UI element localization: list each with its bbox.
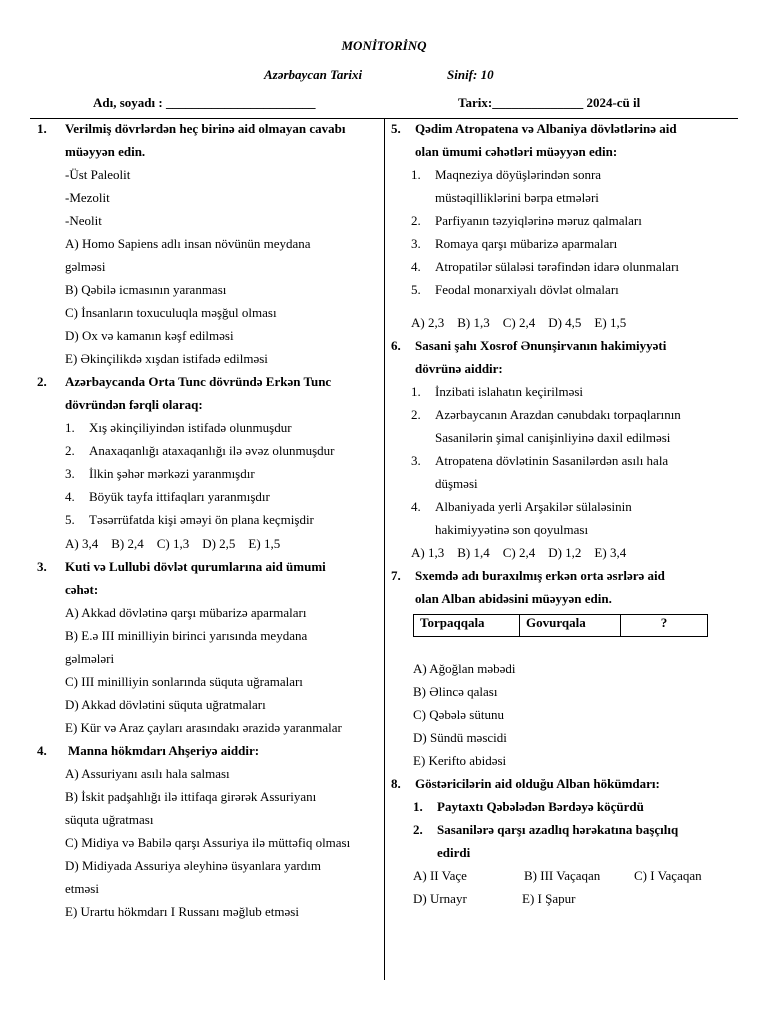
statement-number: 5. [411, 282, 421, 297]
question-number: 3. [37, 559, 47, 574]
question-number: 2. [37, 374, 47, 389]
question-number: 4. [37, 743, 47, 758]
statement-text: hakimiyyətinə son qoyulması [435, 522, 589, 537]
answer-option-e[interactable]: E) Kerifto abidəsi [413, 753, 507, 768]
name-field[interactable]: Adı, soyadı : _______________________ [93, 95, 316, 110]
question-text: cəhət: [65, 582, 99, 597]
answer-options[interactable]: A) 1,3 B) 1,4 C) 2,4 D) 1,2 E) 3,4 [411, 545, 627, 560]
answer-option-c[interactable]: C) I Vaçaqan [634, 868, 702, 883]
question-text: Manna hökmdarı Ahşeriyə aiddir: [68, 743, 260, 758]
question-text: müəyyən edin. [65, 144, 146, 159]
statement-text: Təsərrüfatda kişi əməyi ön plana keçmişdir [89, 512, 314, 527]
statement-number: 1. [411, 167, 421, 182]
statement-text: Xış əkinçiliyindən istifadə olunmuşdur [89, 420, 292, 435]
answer-option-a[interactable]: A) Akkad dövlətinə qarşı mübarizə aparmaları [65, 605, 307, 620]
answer-option-d[interactable]: D) Midiyada Assuriya əleyhinə üsyanlara yardım [65, 858, 321, 873]
question-text: olan ümumi cəhətləri müəyyən edin: [415, 144, 618, 159]
statement-text: düşməsi [435, 476, 478, 491]
statement-text: Azərbaycanın Arazdan cənubdakı torpaqlarının [435, 407, 681, 422]
answer-option-a[interactable]: A) II Vaçe [413, 868, 467, 883]
scheme-cell-unknown: ? [621, 615, 708, 637]
answer-option-d[interactable]: D) Sündü məscidi [413, 730, 507, 745]
question-text: dövrünə aiddir: [415, 361, 503, 376]
question-number: 6. [391, 338, 401, 353]
statement-text: Maqneziya döyüşlərindən sonra [435, 167, 602, 182]
monument-scheme-table [413, 614, 708, 637]
question-text: Göstəricilərin aid olduğu Alban hökümdarı: [415, 776, 660, 791]
statement-text: Albaniyada yerli Arşakilər sülaləsinin [435, 499, 632, 514]
statement-number: 5. [65, 512, 75, 527]
grade-label: Sinif: 10 [447, 67, 494, 82]
answer-option-e[interactable]: E) Əkinçilikdə xışdan istifadə edilməsi [65, 351, 268, 366]
question-text: olan Alban abidəsini müəyyən edin. [415, 591, 612, 606]
document-title: MONİTORİNQ [341, 38, 427, 53]
question-text: Kuti və Lullubi dövlət qurumlarına aid ümumi [65, 559, 326, 574]
statement-text: Böyük tayfa ittifaqları yaranmışdır [89, 489, 270, 504]
answer-option-b-cont: gəlmələri [65, 651, 115, 666]
question-text: Qədim Atropatena və Albaniya dövlətlərinə aid [415, 121, 677, 136]
answer-option-b[interactable]: B) III Vaçaqan [524, 868, 601, 883]
statement-text: Paytaxtı Qəbələdən Bərdəyə köçürdü [437, 799, 644, 814]
answer-option-a-cont: gəlməsi [65, 259, 106, 274]
statement-number: 2. [65, 443, 75, 458]
question-text: Verilmiş dövrlərdən heç birinə aid olmayan cavabı [65, 121, 346, 136]
statement-number: 2. [413, 822, 423, 837]
statement-number: 4. [411, 259, 421, 274]
question-text: dövründən fərqli olaraq: [65, 397, 203, 412]
statement-number: 3. [411, 453, 421, 468]
answer-option-e[interactable]: E) Urartu hökmdarı I Russanı məğlub etməsi [65, 904, 299, 919]
answer-option-b-cont: süquta uğratması [65, 812, 154, 827]
answer-option-b[interactable]: B) İskit padşahlığı ilə ittifaqa girərək Assuriyanı [65, 789, 317, 804]
scheme-cell: Govurqala [520, 615, 621, 637]
answer-option-e[interactable]: E) I Şapur [522, 891, 576, 906]
statement-number: 1. [65, 420, 75, 435]
answer-option-c[interactable]: C) Midiya və Babilə qarşı Assuriya ilə müttəfiq olması [65, 835, 351, 850]
statement-text: Atropatena dövlətinin Sasanilərdən asılı hala [435, 453, 669, 468]
answer-option-d[interactable]: D) Ox və kamanın kəşf edilməsi [65, 328, 234, 343]
statement-number: 4. [411, 499, 421, 514]
statement-number: 3. [65, 466, 75, 481]
statement-text: müstəqilliklərini bərpa etmələri [435, 190, 599, 205]
scheme-cell: Torpaqqala [414, 615, 520, 637]
statement-number: 3. [411, 236, 421, 251]
statement-number: 4. [65, 489, 75, 504]
answer-option-d-cont: etməsi [65, 881, 99, 896]
column-divider [384, 118, 385, 980]
answer-option-a[interactable]: A) Homo Sapiens adlı insan növünün meydana [65, 236, 311, 251]
question-text: Sasani şahı Xosrof Ənunşirvanın hakimiyyəti [415, 338, 667, 353]
period-item: -Neolit [65, 213, 102, 228]
statement-text: İnzibati islahatın keçirilməsi [435, 384, 584, 399]
statement-number: 1. [411, 384, 421, 399]
statement-text: Atropatilər sülaləsi tərəfindən idarə olunmaları [435, 259, 680, 274]
statement-text: İlkin şəhər mərkəzi yaranmışdır [89, 466, 255, 481]
question-number: 5. [391, 121, 401, 136]
answer-option-c[interactable]: C) III minilliyin sonlarında süquta uğramaları [65, 674, 303, 689]
statement-text: Sasanilərin şimal canişinliyinə daxil edilməsi [435, 430, 671, 445]
statement-text: Sasanilərə qarşı azadlıq hərəkatına başçılıq [437, 822, 679, 837]
answer-options[interactable]: A) 3,4 B) 2,4 C) 1,3 D) 2,5 E) 1,5 [65, 536, 281, 551]
answer-option-a[interactable]: A) Ağoğlan məbədi [413, 661, 516, 676]
answer-option-d[interactable]: D) Akkad dövlətini süquta uğratmaları [65, 697, 266, 712]
statement-number: 2. [411, 407, 421, 422]
statement-text: Romaya qarşı mübarizə aparmaları [435, 236, 618, 251]
statement-number: 1. [413, 799, 423, 814]
question-number: 8. [391, 776, 401, 791]
statement-text: Parfiyanın təzyiqlərinə məruz qalmaları [435, 213, 642, 228]
answer-option-e[interactable]: E) Kür və Araz çayları arasındakı ərazidə yaranmalar [65, 720, 342, 735]
question-number: 7. [391, 568, 401, 583]
answer-option-c[interactable]: C) İnsanların toxuculuqla məşğul olması [65, 305, 277, 320]
question-text: Azərbaycanda Orta Tunc dövründə Erkən Tunc [65, 374, 332, 389]
answer-option-d[interactable]: D) Urnayr [413, 891, 467, 906]
question-text: Sxemdə adı buraxılmış erkən orta əsrlərə aid [415, 568, 665, 583]
answer-options[interactable]: A) 2,3 B) 1,3 C) 2,4 D) 4,5 E) 1,5 [411, 315, 627, 330]
statement-text: Anaxaqanlığı ataxaqanlığı ilə əvəz olunmuşdur [89, 443, 335, 458]
period-item: -Mezolit [65, 190, 110, 205]
answer-option-c[interactable]: C) Qəbələ sütunu [413, 707, 504, 722]
date-field[interactable]: Tarix:______________ 2024-cü il [458, 95, 641, 110]
statement-text: edirdi [437, 845, 471, 860]
answer-option-b[interactable]: B) Əlincə qalası [413, 684, 498, 699]
statement-number: 2. [411, 213, 421, 228]
statement-text: Feodal monarxiyalı dövlət olmaları [435, 282, 619, 297]
answer-option-b[interactable]: B) Qəbilə icmasının yaranması [65, 282, 227, 297]
question-number: 1. [37, 121, 47, 136]
answer-option-a[interactable]: A) Assuriyanı asılı hala salması [65, 766, 230, 781]
subject-label: Azərbaycan Tarixi [264, 67, 363, 82]
answer-option-b[interactable]: B) E.ə III minilliyin birinci yarısında meydana [65, 628, 308, 643]
period-item: -Üst Paleolit [65, 167, 131, 182]
